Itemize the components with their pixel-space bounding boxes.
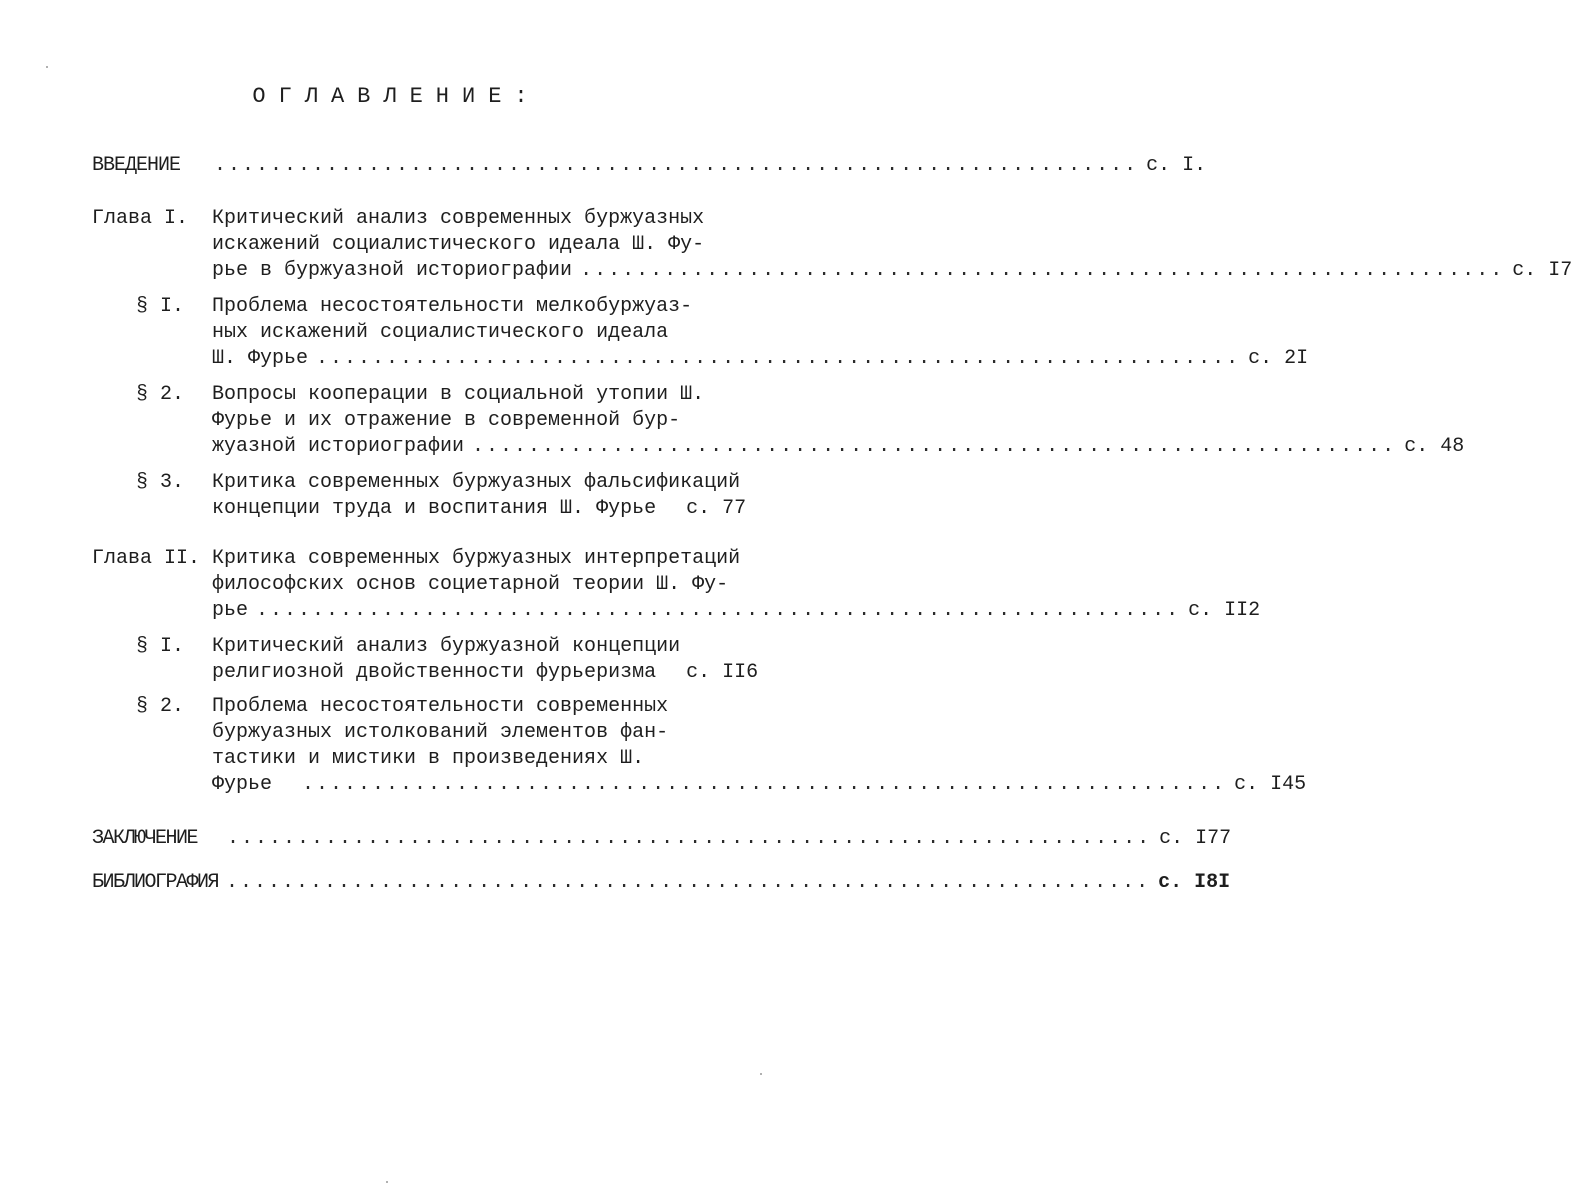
leader-dots: ..................................................................	[256, 599, 1181, 622]
toc-entry-bibliography	[92, 870, 1231, 896]
ch1-section3-last-line	[212, 496, 747, 522]
chapter2-line-1: Критика современных буржуазных интерпретаций	[212, 547, 741, 570]
ch1-section3-page: с. 77	[686, 497, 747, 520]
scan-speck	[46, 66, 48, 68]
leader-dots: ..................................................................	[316, 347, 1241, 370]
intro-label: ВВЕДЕНИЕ	[92, 154, 181, 177]
ch1-section2-last-text: жуазной историографии	[212, 435, 465, 458]
bibliography-page: с. I8I	[1158, 871, 1231, 894]
conclusion-page: с. I77	[1159, 827, 1232, 850]
ch1-section1-last-line	[212, 346, 1309, 372]
scan-speck	[760, 1073, 762, 1075]
leader-dots: ..................................................................	[226, 871, 1151, 894]
toc-title: ОГЛАВЛЕНИЕ:	[252, 84, 541, 109]
ch2-section2-page: с. I45	[1234, 773, 1307, 796]
conclusion-label: ЗАКЛЮЧЕНИЕ	[92, 827, 198, 850]
ch2-section2-line-3: тастики и мистики в произведениях Ш.	[212, 747, 645, 770]
ch2-section2-label: § 2.	[136, 695, 185, 718]
chapter2-line-2: философских основ социетарной теории Ш. Фу-	[212, 573, 729, 596]
chapter1-last-line	[212, 258, 1572, 284]
ch2-section2-line-1: Проблема несостоятельности современных	[212, 695, 669, 718]
ch1-section2-line-2: Фурье и их отражение в современной бур-	[212, 409, 681, 432]
ch2-section1-last-line	[212, 660, 759, 686]
ch1-section2-page: с. 48	[1404, 435, 1465, 458]
ch1-section3-line-1: Критика современных буржуазных фальсификаций	[212, 471, 741, 494]
leader-dots: ..................................................................	[214, 154, 1139, 177]
ch2-section1-page: с. II6	[686, 661, 759, 684]
ch2-section2-last-line	[212, 772, 1307, 798]
ch2-section2-last-text: Фурье	[212, 773, 273, 796]
chapter1-line-2: искажений социалистического идеала Ш. Фу-	[212, 233, 705, 256]
chapter1-line-1: Критический анализ современных буржуазных	[212, 207, 705, 230]
ch1-section3-last-text: концепции труда и воспитания Ш. Фурье	[212, 497, 657, 520]
ch1-section1-label: § I.	[136, 295, 185, 318]
chapter2-page: с. II2	[1188, 599, 1261, 622]
toc-entry-intro	[92, 153, 1207, 179]
scan-speck	[386, 1181, 388, 1183]
ch2-section2-line-2: буржуазных истолкований элементов фан-	[212, 721, 669, 744]
chapter2-last-text: рье	[212, 599, 249, 622]
ch1-section1-line-1: Проблема несостоятельности мелкобуржуаз-	[212, 295, 693, 318]
chapter1-page: с. I7	[1512, 259, 1572, 282]
ch1-section2-last-line	[212, 434, 1465, 460]
chapter2-last-line	[212, 598, 1261, 624]
ch2-section1-last-text: религиозной двойственности фурьеризма	[212, 661, 657, 684]
leader-dots: ..................................................................	[472, 435, 1397, 458]
ch2-section1-label: § I.	[136, 635, 185, 658]
chapter1-last-text: рье в буржуазной историографии	[212, 259, 573, 282]
chapter1-label: Глава I.	[92, 207, 189, 230]
intro-page: с. I.	[1146, 154, 1207, 177]
toc-entry-conclusion	[92, 826, 1232, 852]
ch1-section1-last-text: Ш. Фурье	[212, 347, 309, 370]
ch1-section1-page: с. 2I	[1248, 347, 1309, 370]
ch1-section2-label: § 2.	[136, 383, 185, 406]
leader-dots: ..................................................................	[227, 827, 1152, 850]
ch2-section1-line-1: Критический анализ буржуазной концепции	[212, 635, 681, 658]
ch1-section2-line-1: Вопросы кооперации в социальной утопии Ш.	[212, 383, 705, 406]
chapter2-label: Глава II.	[92, 547, 201, 570]
leader-dots: ..................................................................	[302, 773, 1227, 796]
ch1-section3-label: § 3.	[136, 471, 185, 494]
bibliography-label: БИБЛИОГРАФИЯ	[92, 871, 219, 894]
ch1-section1-line-2: ных искажений социалистического идеала	[212, 321, 669, 344]
leader-dots: ..................................................................	[580, 259, 1505, 282]
